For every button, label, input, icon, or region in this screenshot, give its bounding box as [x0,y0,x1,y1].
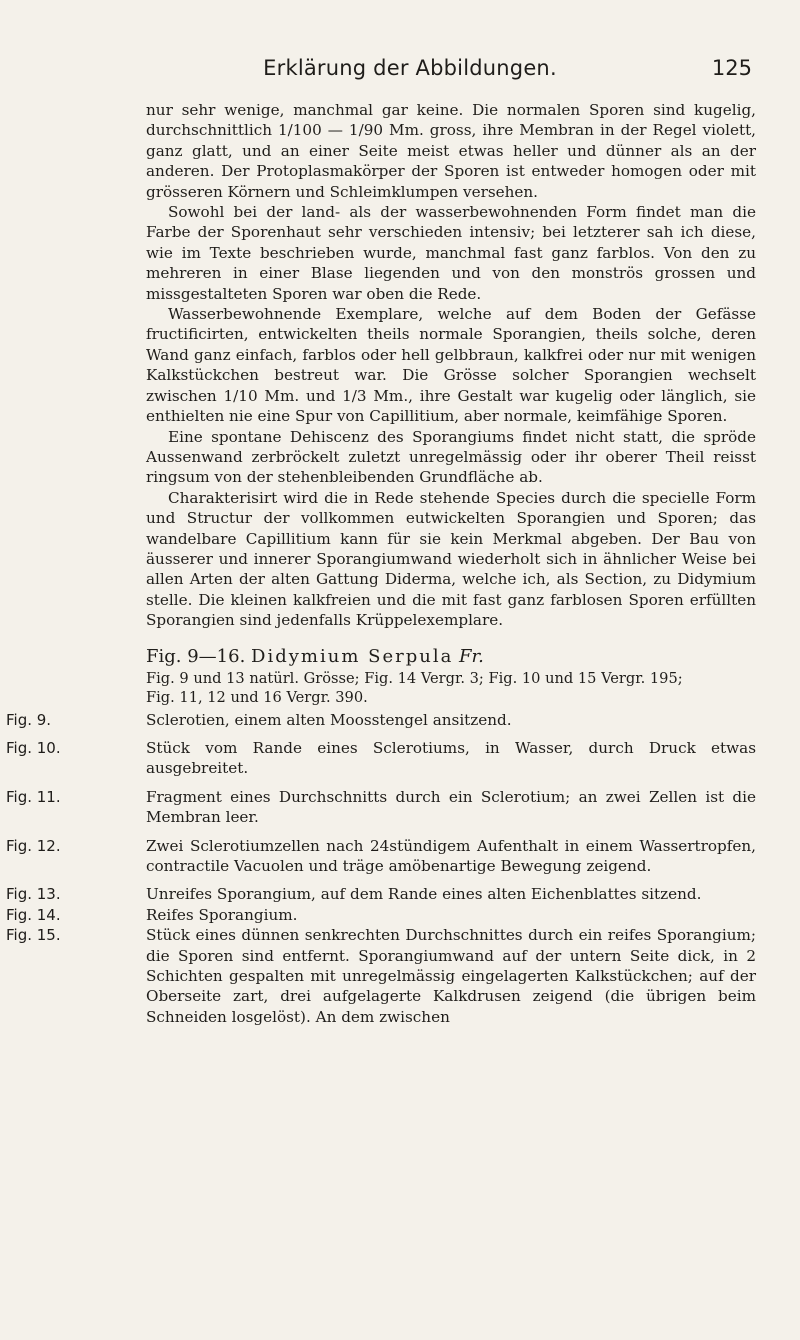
section-heading-prefix: Fig. 9—16. [146,645,246,667]
running-title: Erklärung der Abbildungen. [263,56,557,80]
section-heading-author: Fr. [459,645,484,667]
magnification-line-2: Fig. 11, 12 und 16 Vergr. 390. [146,689,368,707]
section-heading [146,645,756,669]
figure-label: Fig. 14. [6,905,61,924]
page-body [6,100,756,1035]
figure-label: Fig. 11. [6,787,61,806]
paragraph-4: Eine spontane Dehiscenz des Sporangiums findet nicht statt, die spröde Aussenwand zerbröckelt zuletzt unregelmässig oder ihr oberer Theil reisst ringsum von der stehenbleibenden Grundfläche ab. [146,427,756,487]
paragraph-2: Sowohl bei der land- als der wasserbewohnenden Form findet man die Farbe der Sporenhaut sehr verschieden intensiv; bei letzterer sah ich diese, wie im Texte beschrieben wurde, manchmal fast ganz farblos. Von den zu mehreren in einer Blase liegenden und von den monströs grossen und missgestalteten Sporen war oben die Rede. [146,203,756,303]
figure-description: Reifes Sporangium. [146,905,298,924]
figure-description: Sclerotien, einem alten Moosstengel ansitzend. [146,710,512,729]
page-header [60,52,760,92]
figure-legend-list [6,710,756,1028]
figure-legend-item [6,884,756,904]
section-heading-species: Didymium Serpula [251,645,454,667]
paragraph-5: Charakterisirt wird die in Rede stehende Species durch die specielle Form und Structur der vollkommen eutwickelten Sporangien und Sporen; das wandelbare Capillitium kann für sie kein Merkmal abgeben. Der Bau von äusserer und innerer Sporangiumwand wiederholt sich in ähnlicher Weise bei allen Arten der alten Gattung Diderma, welche ich, als Section, zu Didymium stelle. Die kleinen kalkfreien und die mit fast ganz farblosen Sporen erfüllten Sporangien sind jedenfalls Krüppelexemplare. [146,488,756,630]
figure-legend-item [6,787,756,828]
magnification-line-1: Fig. 9 und 13 natürl. Grösse; Fig. 14 Vergr. 3; Fig. 10 und 15 Vergr. 195; [146,669,683,687]
figure-label: Fig. 12. [6,836,61,855]
figure-label: Fig. 9. [6,710,52,729]
figure-description: Fragment eines Durchschnitts durch ein Sclerotium; an zwei Zellen ist die Membran leer. [146,787,756,827]
figure-description: Stück vom Rande eines Sclerotiums, in Wasser, durch Druck etwas ausgebreitet. [146,738,756,778]
figure-legend-item [6,738,756,779]
figure-description: Unreifes Sporangium, auf dem Rande eines alten Eichenblattes sitzend. [146,885,702,904]
figure-label: Fig. 15. [6,926,61,945]
figure-label: Fig. 13. [6,885,61,904]
paragraph-3: Wasserbewohnende Exemplare, welche auf dem Boden der Gefässe fructificirten, entwickelten theils normale Sporangien, theils solche, deren Wand ganz einfach, farblos oder hell gelbbraun, kalkfrei oder nur mit wenigen Kalkstückchen bestreut war. Die Grösse solcher Sporangien wechselt zwischen 1/10 Mm. und 1/3 Mm., ihre Gestalt war kugelig oder länglich, sie enthielten nie eine Spur von Capillitium, aber normale, keimfähige Sporen. [146,305,756,426]
figure-legend-item [6,925,756,1027]
paragraph-1: nur sehr wenige, manchmal gar keine. Die normalen Sporen sind kugelig, durchschnittlich 1/100 — 1/90 Mm. gross, ihre Membran in der Regel violett, ganz glatt, und an einer Seite meist etwas heller und dünner als an der anderen. Der Protoplasmakörper der Sporen ist entweder homogen oder mit grösseren Körnern und Schleimklumpen versehen. [146,101,756,201]
figure-description: Stück eines dünnen senkrechten Durchschnittes durch ein reifes Sporangium; die Sporen sind entfernt. Sporangiumwand auf der untern Seite dick, in 2 Schichten gespalten mit unregelmässig eingelagerten Kalkstückchen; auf der Oberseite zart, drei aufgelagerte Kalkdrusen zeigend (die übrigen beim Schneiden losgelöst). An dem zwischen [146,926,756,1026]
figure-legend-item [6,710,756,730]
page-number: 125 [711,56,752,80]
figure-legend-item [6,836,756,877]
figure-legend-item [6,905,756,925]
figure-description: Zwei Sclerotiumzellen nach 24stündigem Aufenthalt in einem Wassertropfen, contractile Vacuolen und träge amöbenartige Bewegung zeigend. [146,836,756,875]
figure-label: Fig. 10. [6,738,61,757]
